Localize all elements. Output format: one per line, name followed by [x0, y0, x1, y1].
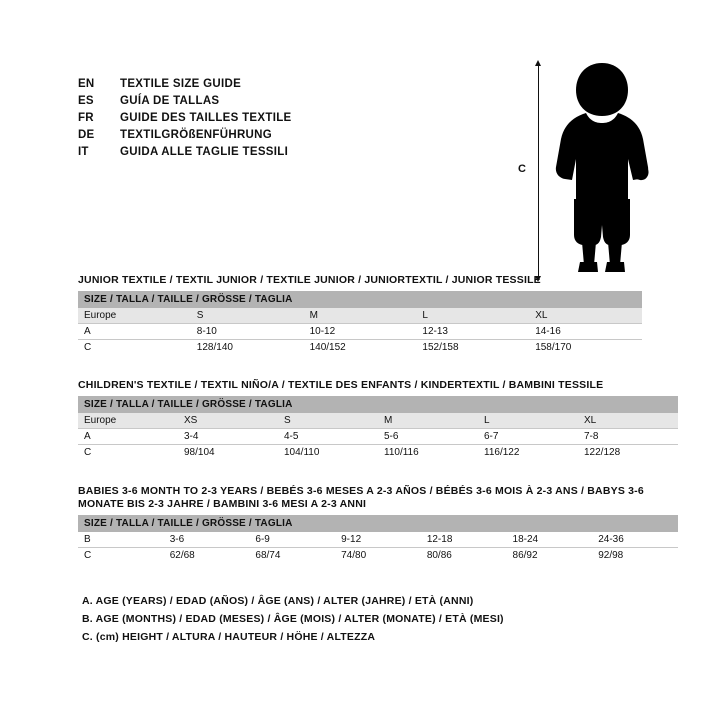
footnote-height: C. (cm) HEIGHT / ALTURA / HAUTEUR / HÖHE / ALTEZZA: [82, 631, 376, 643]
header-cell: S: [278, 413, 378, 429]
section-junior: [78, 274, 642, 355]
header-cell: XL: [529, 308, 642, 324]
table-cell: 6-9: [249, 532, 335, 548]
section-babies: [78, 485, 678, 563]
language-code-fr: FR: [78, 112, 94, 124]
table-cell: 116/122: [478, 445, 578, 461]
table-cell: 80/86: [421, 548, 507, 564]
header-label: Europe: [78, 413, 178, 429]
footnotes-block: [78, 592, 638, 646]
table-cell: 4-5: [278, 429, 378, 445]
header-cell: M: [378, 413, 478, 429]
table-row: [78, 445, 678, 461]
table-row: [78, 548, 678, 564]
size-table-babies: [78, 515, 678, 563]
row-label: C: [78, 445, 178, 461]
table-header-row: [78, 308, 642, 324]
table-cell: 5-6: [378, 429, 478, 445]
table-cell: 3-6: [164, 532, 250, 548]
table-band-row: [78, 515, 678, 532]
footnote-age-months: B. AGE (MONTHS) / EDAD (MESES) / ÂGE (MOIS) / ALTER (MONATE) / ETÀ (MESI): [82, 613, 504, 625]
table-cell: 140/152: [304, 340, 417, 356]
table-row: [78, 429, 678, 445]
table-cell: 14-16: [529, 324, 642, 340]
height-arrow-icon: [538, 65, 539, 277]
table-cell: 92/98: [592, 548, 678, 564]
table-cell: 74/80: [335, 548, 421, 564]
table-cell: 110/116: [378, 445, 478, 461]
row-label: C: [78, 340, 191, 356]
section-title: JUNIOR TEXTILE / TEXTIL JUNIOR / TEXTILE JUNIOR / JUNIORTEXTIL / JUNIOR TESSILE: [78, 274, 541, 286]
table-cell: 122/128: [578, 445, 678, 461]
size-table-junior: [78, 291, 642, 355]
language-text-de: TEXTILGRÖßENFÜHRUNG: [120, 129, 272, 141]
footnote-age-years: A. AGE (YEARS) / EDAD (AÑOS) / ÂGE (ANS) / ALTER (JAHRE) / ETÀ (ANNI): [82, 595, 474, 607]
table-cell: 8-10: [191, 324, 304, 340]
size-table-children: [78, 396, 678, 460]
language-code-it: IT: [78, 146, 89, 158]
figure-area: [500, 55, 690, 285]
height-measure-label: C: [518, 163, 526, 175]
table-cell: 10-12: [304, 324, 417, 340]
header-cell: XL: [578, 413, 678, 429]
table-cell: 98/104: [178, 445, 278, 461]
language-code-en: EN: [78, 78, 95, 90]
language-code-es: ES: [78, 95, 94, 107]
band-label: SIZE / TALLA / TAILLE / GRÖSSE / TAGLIA: [78, 396, 678, 413]
table-cell: 104/110: [278, 445, 378, 461]
band-label: SIZE / TALLA / TAILLE / GRÖSSE / TAGLIA: [78, 291, 642, 308]
table-cell: 68/74: [249, 548, 335, 564]
section-children: [78, 379, 678, 460]
section-title: CHILDREN'S TEXTILE / TEXTIL NIÑO/A / TEXTILE DES ENFANTS / KINDERTEXTIL / BAMBINI TESSILE: [78, 379, 604, 391]
language-header-block: [78, 76, 498, 161]
table-cell: 86/92: [507, 548, 593, 564]
row-label: B: [78, 532, 164, 548]
table-cell: 9-12: [335, 532, 421, 548]
table-band-row: [78, 291, 642, 308]
child-silhouette-icon: [540, 59, 680, 279]
language-row: [78, 93, 498, 110]
header-cell: XS: [178, 413, 278, 429]
language-text-es: GUÍA DE TALLAS: [120, 95, 220, 107]
table-row: [78, 324, 642, 340]
table-cell: 12-18: [421, 532, 507, 548]
header-cell: L: [478, 413, 578, 429]
row-label: A: [78, 429, 178, 445]
row-label: A: [78, 324, 191, 340]
table-cell: 158/170: [529, 340, 642, 356]
table-row: [78, 532, 678, 548]
table-cell: 6-7: [478, 429, 578, 445]
header-cell: S: [191, 308, 304, 324]
language-row: [78, 110, 498, 127]
section-title: BABIES 3-6 MONTH TO 2-3 YEARS / BEBÉS 3-6 MESES A 2-3 AÑOS / BÉBÉS 3-6 MOIS À 2-3 ANS / BABYS 3-6 MONATE BIS 2-3 JAHRE / BAMBINI 3-6 MESI A 2-3 ANNI: [78, 485, 644, 510]
table-cell: 152/158: [416, 340, 529, 356]
table-cell: 128/140: [191, 340, 304, 356]
language-code-de: DE: [78, 129, 95, 141]
language-row: [78, 127, 498, 144]
table-row: [78, 340, 642, 356]
table-header-row: [78, 413, 678, 429]
table-cell: 62/68: [164, 548, 250, 564]
language-row: [78, 76, 498, 93]
language-row: [78, 144, 498, 161]
band-label: SIZE / TALLA / TAILLE / GRÖSSE / TAGLIA: [78, 515, 678, 532]
table-cell: 3-4: [178, 429, 278, 445]
header-cell: L: [416, 308, 529, 324]
table-band-row: [78, 396, 678, 413]
table-cell: 7-8: [578, 429, 678, 445]
language-text-it: GUIDA ALLE TAGLIE TESSILI: [120, 146, 289, 158]
header-label: Europe: [78, 308, 191, 324]
language-text-en: TEXTILE SIZE GUIDE: [120, 78, 242, 90]
table-cell: 12-13: [416, 324, 529, 340]
table-cell: 24-36: [592, 532, 678, 548]
header-cell: M: [304, 308, 417, 324]
table-cell: 18-24: [507, 532, 593, 548]
row-label: C: [78, 548, 164, 564]
language-text-fr: GUIDE DES TAILLES TEXTILE: [120, 112, 292, 124]
